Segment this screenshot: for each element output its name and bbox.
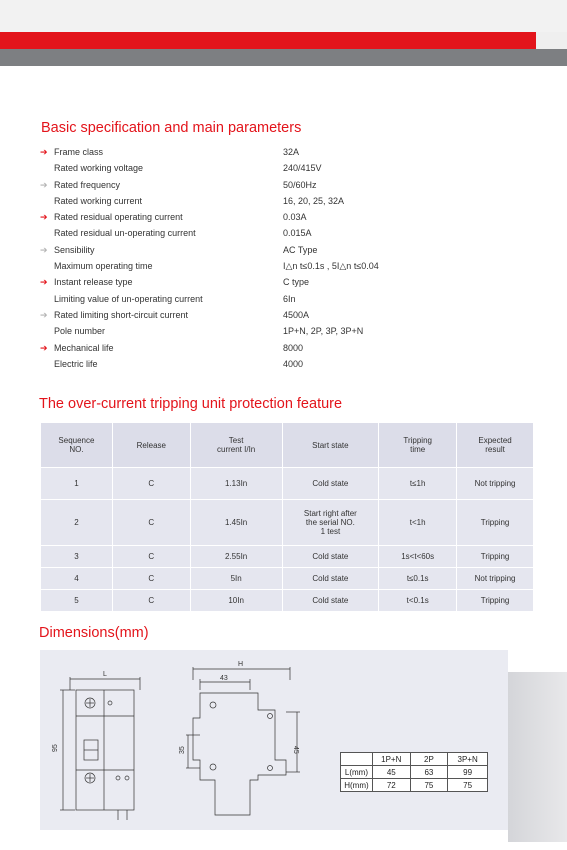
spec-value: 16, 20, 25, 32A	[283, 195, 345, 206]
spec-label: Mechanical life	[54, 342, 114, 353]
dim-cell: 3P+N	[448, 753, 488, 766]
arrow-icon: ➔	[40, 179, 48, 190]
spec-value: 4000	[283, 358, 304, 369]
spec-label: Rated frequency	[54, 179, 121, 190]
dim-row	[341, 766, 488, 779]
column-header: Tripping time	[379, 423, 457, 468]
dim-cell: 1P+N	[372, 753, 410, 766]
spec-value: C type	[283, 277, 310, 288]
dimension-table	[340, 752, 488, 792]
dim-section-title: Dimensions(mm)	[39, 625, 149, 641]
spec-section-title: Basic specification and main parameters	[41, 120, 302, 136]
table-cell: t<1h	[379, 500, 457, 546]
arrow-icon: ➔	[40, 309, 48, 320]
arrow-icon: ➔	[40, 244, 48, 255]
table-cell: Cold state	[282, 546, 379, 568]
dim-cell	[341, 753, 373, 766]
trip-section-title: The over-current tripping unit protection feature	[39, 396, 343, 412]
dim-row	[341, 779, 488, 792]
table-cell: 1.45In	[190, 500, 282, 546]
arrow-icon: ➔	[40, 277, 48, 288]
table-cell: Not tripping	[457, 568, 534, 590]
side-width-label: H	[238, 661, 244, 668]
arrow-icon: ➔	[40, 212, 48, 223]
dim-cell: 2P	[410, 753, 448, 766]
side-left-label: 35	[179, 746, 186, 754]
spec-value: 4500A	[283, 309, 310, 320]
column-header: Release	[112, 423, 190, 468]
table-cell: 10In	[190, 590, 282, 612]
spec-value: 240/415V	[283, 163, 322, 174]
column-header: Sequence NO.	[41, 423, 113, 468]
dim-cell: 75	[448, 779, 488, 792]
spec-value: 0.015A	[283, 228, 312, 239]
table-cell: 4	[41, 568, 113, 590]
table-cell: C	[112, 546, 190, 568]
dim-cell: 63	[410, 766, 448, 779]
spec-label: Rated residual operating current	[54, 212, 183, 223]
dim-cell: H(mm)	[341, 779, 373, 792]
table-cell: 5	[41, 590, 113, 612]
table-cell: C	[112, 568, 190, 590]
dim-cell: 45	[372, 766, 410, 779]
dim-cell: 72	[372, 779, 410, 792]
spec-label: Maximum operating time	[54, 261, 153, 272]
spec-label: Instant release type	[54, 277, 133, 288]
spec-value: I△n t≤0.1s , 5I△n t≤0.04	[283, 261, 379, 272]
table-cell: Tripping	[457, 590, 534, 612]
side-right-label: 45	[292, 746, 299, 754]
column-header: Start state	[282, 423, 379, 468]
spec-label: Rated limiting short-circuit current	[54, 309, 189, 320]
table-cell: Not tripping	[457, 468, 534, 500]
spec-label: Rated residual un-operating current	[54, 228, 196, 239]
table-cell: Start right after the serial NO. 1 test	[282, 500, 379, 546]
table-cell: 1	[41, 468, 113, 500]
table-cell: Tripping	[457, 500, 534, 546]
table-cell: 1s<t<60s	[379, 546, 457, 568]
spec-value: 50/60Hz	[283, 179, 317, 190]
dim-header-row	[341, 753, 488, 766]
spec-value: AC Type	[283, 244, 318, 255]
spec-label: Rated working voltage	[54, 163, 144, 174]
table-cell: Cold state	[282, 568, 379, 590]
table-cell: 5In	[190, 568, 282, 590]
table-cell: Tripping	[457, 546, 534, 568]
spec-label: Sensibility	[54, 244, 95, 255]
table-cell: t≤0.1s	[379, 568, 457, 590]
spec-label: Electric life	[54, 358, 98, 369]
table-cell: t<0.1s	[379, 590, 457, 612]
spec-label: Frame class	[54, 147, 104, 157]
table-cell: C	[112, 590, 190, 612]
front-height-label: 95	[52, 744, 59, 752]
table-cell: C	[112, 468, 190, 500]
table-cell: Cold state	[282, 468, 379, 500]
spec-label: Limiting value of un-operating current	[54, 293, 203, 304]
spec-value: 32A	[283, 147, 300, 157]
column-header: Test current I/In	[190, 423, 282, 468]
table-cell: 2.55In	[190, 546, 282, 568]
front-view-drawing	[60, 677, 140, 820]
table-cell: 3	[41, 546, 113, 568]
spec-value: 6In	[283, 293, 296, 304]
front-width-label: L	[103, 671, 107, 678]
table-cell: Cold state	[282, 590, 379, 612]
dim-cell: L(mm)	[341, 766, 373, 779]
table-cell: C	[112, 500, 190, 546]
table-cell: t≤1h	[379, 468, 457, 500]
spec-label: Rated working current	[54, 195, 143, 206]
spec-value: 1P+N, 2P, 3P, 3P+N	[283, 326, 364, 337]
dim-cell: 99	[448, 766, 488, 779]
dim-cell: 75	[410, 779, 448, 792]
table-cell: 2	[41, 500, 113, 546]
spec-label: Pole number	[54, 326, 106, 337]
arrow-icon: ➔	[40, 342, 48, 353]
column-header: Expected result	[457, 423, 534, 468]
table-cell: 1.13In	[190, 468, 282, 500]
spec-value: 0.03A	[283, 212, 307, 223]
arrow-icon: ➔	[40, 147, 48, 157]
spec-value: 8000	[283, 342, 304, 353]
side-view-drawing	[186, 667, 300, 815]
side-top-label: 43	[220, 675, 228, 682]
